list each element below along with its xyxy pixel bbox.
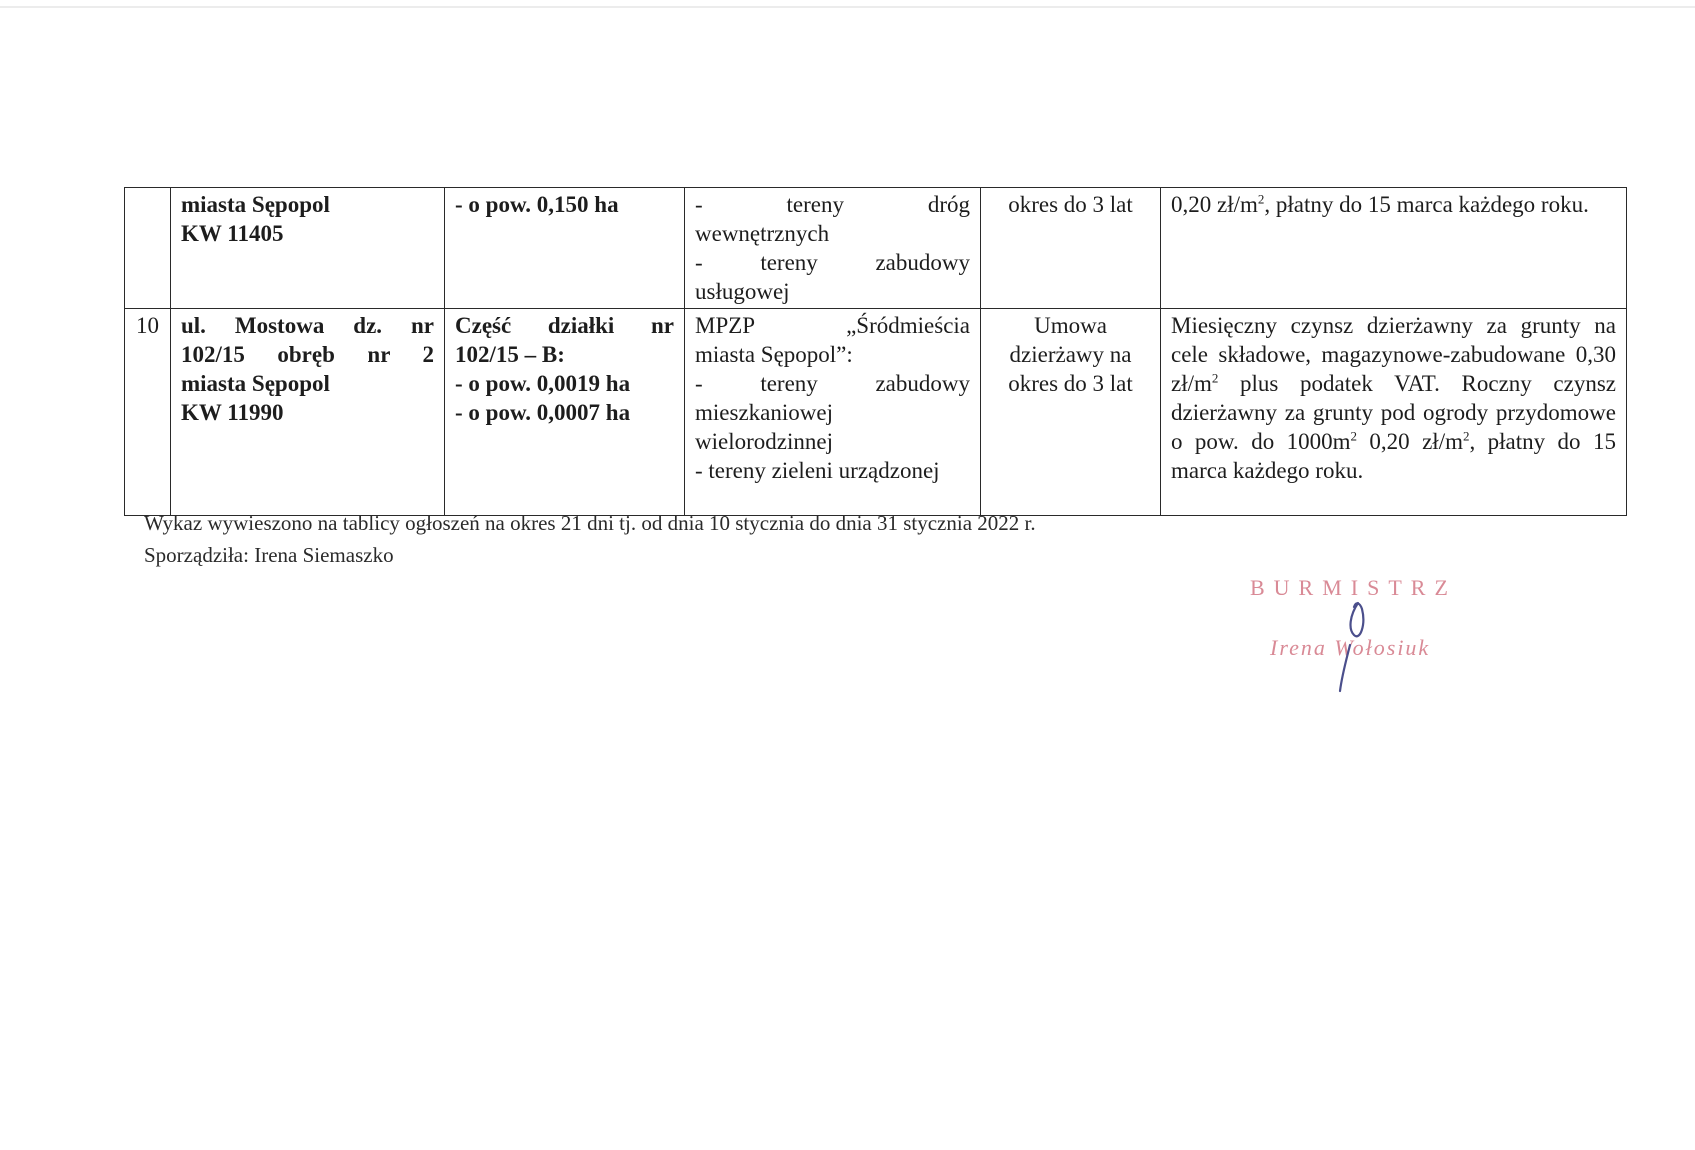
rent-superscript: 2 — [1257, 191, 1265, 207]
agreement-line: dzierżawy na — [1009, 342, 1132, 367]
plan-line: mieszkaniowej — [695, 400, 833, 425]
zoning-plan — [685, 309, 981, 516]
rent-text: , płatny do 15 marca każdego roku. — [1264, 192, 1589, 217]
property-location — [171, 188, 445, 309]
table-row — [125, 309, 1627, 516]
rent-text: Roczny czynsz dzierżawny za grunty pod ogrody przydomowe o pow. do 1000m — [1171, 371, 1617, 454]
part-line: - o pow. 0,150 ha — [455, 192, 619, 217]
part-line: 102/15 – B: — [455, 342, 565, 367]
agreement-type — [981, 188, 1161, 309]
plot-part — [445, 309, 685, 516]
rent-superscript: 2 — [1211, 370, 1219, 386]
row-number: 10 — [125, 309, 171, 516]
rent-text: 0,20 zł/m — [1171, 192, 1258, 217]
plot-part — [445, 188, 685, 309]
location-line: KW 11990 — [181, 400, 284, 425]
property-location — [171, 309, 445, 516]
plan-line: - tereny zabudowy — [695, 250, 970, 275]
part-line: - o pow. 0,0019 ha — [455, 371, 631, 396]
rent-text: plus podatek VAT. — [1218, 371, 1440, 396]
part-line: Część działki nr — [455, 313, 674, 338]
rent-superscript: 2 — [1350, 428, 1358, 444]
plan-line: wielorodzinnej — [695, 429, 833, 454]
rent-text: 0,20 zł/m — [1357, 429, 1463, 454]
plan-line: usługowej — [695, 279, 790, 304]
property-listing-table — [124, 187, 1627, 516]
part-line: - o pow. 0,0007 ha — [455, 400, 631, 425]
posting-notice: Wykaz wywieszono na tablicy ogłoszeń na okres 21 dni tj. od dnia 10 stycznia do dnia 31 stycznia 2022 r. — [144, 511, 1036, 535]
location-line: KW 11405 — [181, 221, 284, 246]
top-edge-line — [0, 6, 1695, 8]
rent-text: Miesięczny czynsz dzierżawny za grunty na cele składowe, magazynowe-zabudowane 0,30 zł/m — [1171, 313, 1616, 396]
plan-line: - tereny zabudowy — [695, 371, 970, 396]
rent-text: , płatny do 15 marca każdego roku. — [1171, 429, 1616, 483]
location-line: miasta Sępopol — [181, 192, 330, 217]
handwritten-signature — [1320, 595, 1400, 695]
plan-line: MPZP „Śródmieścia — [695, 313, 970, 338]
plan-line: - tereny zieleni urządzonej — [695, 458, 940, 483]
row-number — [125, 188, 171, 309]
plan-line: - tereny dróg — [695, 192, 970, 217]
plan-line: wewnętrznych — [695, 221, 830, 246]
zoning-plan — [685, 188, 981, 309]
table-row — [125, 188, 1627, 309]
prepared-by: Sporządziła: Irena Siemaszko — [144, 543, 394, 567]
plan-line: miasta Sępopol”: — [695, 342, 853, 367]
location-line: miasta Sępopol — [181, 371, 330, 396]
rent-superscript: 2 — [1462, 428, 1470, 444]
stamp-title: BURMISTRZ — [1250, 575, 1457, 600]
location-line: ul. Mostowa dz. nr — [181, 313, 434, 338]
stamp-name: Irena Wołosiuk — [1270, 635, 1431, 660]
rent-terms — [1161, 188, 1627, 309]
location-line: 102/15 obręb nr 2 — [181, 342, 434, 367]
agreement-type — [981, 309, 1161, 516]
agreement-line: okres do 3 lat — [1008, 192, 1133, 217]
rent-terms — [1161, 309, 1627, 516]
agreement-line: Umowa — [1034, 313, 1107, 338]
agreement-line: okres do 3 lat — [1008, 371, 1133, 396]
